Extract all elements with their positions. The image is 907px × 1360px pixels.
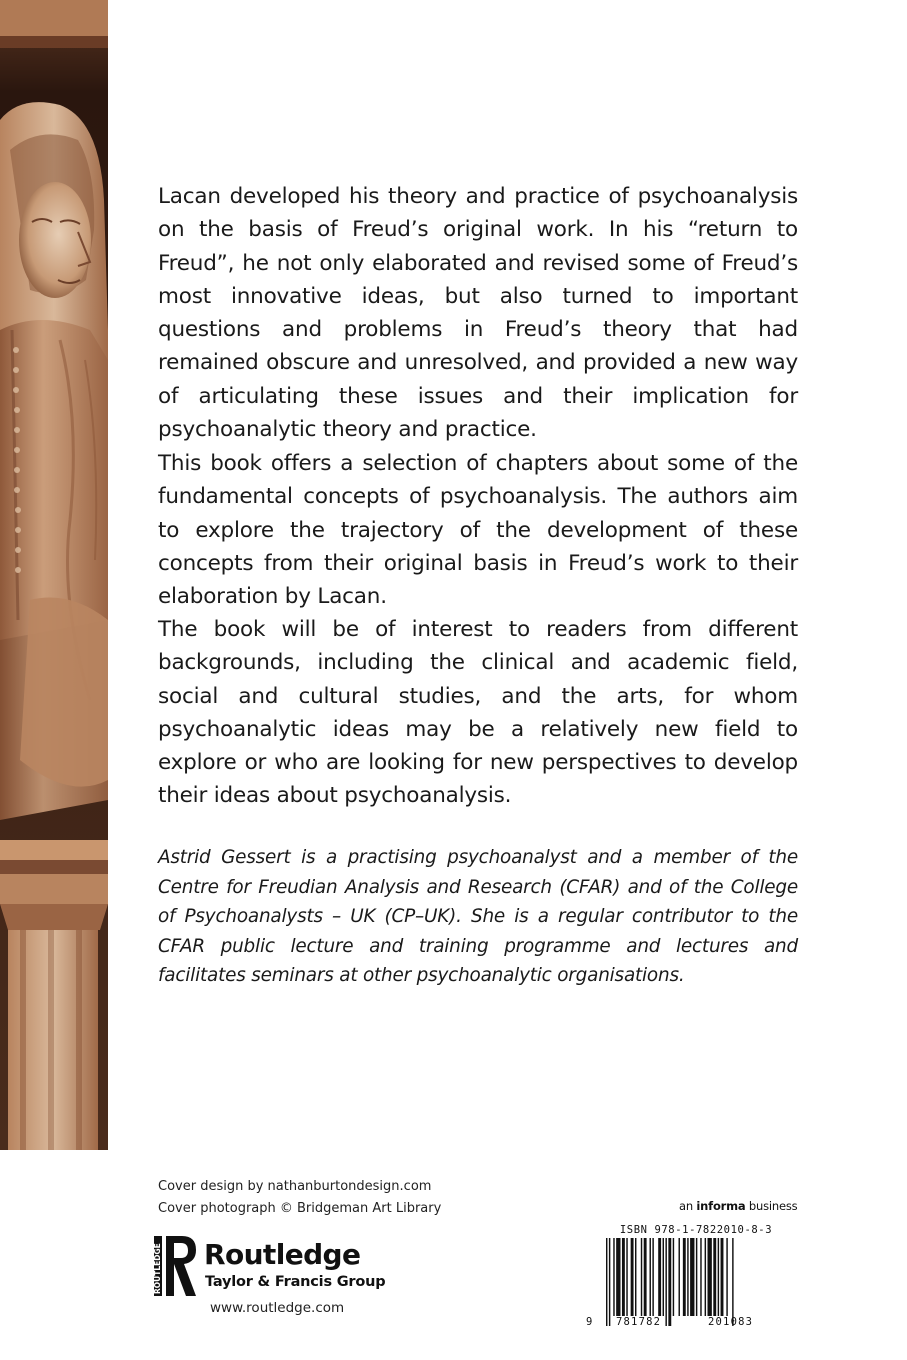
barcode-bar [718, 1238, 719, 1316]
barcode-bar [663, 1238, 664, 1316]
blurb-paragraph-1: Lacan developed his theory and practice of psychoanalysis on the basis of Freud’s original work. In his “return to Freud”, he not only elaborated and revised some of Freud’s most innovative ideas, but also turned to important questions and problems in Freud’s theory that had remained obscure and unresolved, and provided a new way of articulating these issues and their implication for psychoanalytic theory and practice. [158, 184, 798, 443]
barcode-digit-first: 9 [586, 1316, 594, 1328]
author-bio: Astrid Gessert is a practising psychoanalyst and a member of the Centre for Freudian Analysis and Research (CFAR) and of the College of Psychoanalysts – UK (CP–UK). She is a regular contributor to the CFAR public lecture and training programme and lectures and facilitates seminars at other psychoanalytic organisations. [158, 847, 798, 986]
barcode-bar [668, 1238, 671, 1326]
isbn-label: ISBN 978-1-7822010-8-3 [619, 1224, 773, 1236]
cover-design-credit: Cover design by nathanburtondesign.com [158, 1179, 432, 1194]
publisher-url[interactable]: www.routledge.com [210, 1300, 345, 1316]
barcode-bar [705, 1238, 706, 1316]
barcode-bar [606, 1238, 607, 1326]
cover-photo-credit: Cover photograph © Bridgeman Art Library [158, 1201, 442, 1216]
publisher-name: Routledge [204, 1238, 361, 1271]
barcode-bar [622, 1238, 625, 1316]
barcode-bar [658, 1238, 661, 1316]
cover-photo-statue [0, 0, 108, 1150]
blurb-paragraph-3: The book will be of interest to readers from different backgrounds, including the clinical and academic field, social and cultural studies, and the arts, for whom psychoanalytic ideas may be a relatively new field to explore or who are looking for new perspectives to develop their ideas about psychoanalysis. [158, 617, 798, 809]
barcode-bar [673, 1238, 674, 1316]
barcode-bar [721, 1238, 724, 1316]
barcode-bar [641, 1238, 642, 1316]
barcode-digits-right: 201083 [708, 1316, 754, 1328]
barcode-bar [650, 1238, 651, 1316]
barcode-bar [644, 1238, 647, 1316]
barcode-bar [631, 1238, 634, 1316]
barcode-bar [700, 1238, 701, 1316]
barcode-digits-left: 781782 [616, 1316, 662, 1328]
barcode-bar [635, 1238, 636, 1316]
barcode-bar [726, 1238, 727, 1316]
barcode-bar [613, 1238, 614, 1316]
barcode-bar [732, 1238, 733, 1326]
barcode-bar [626, 1238, 627, 1316]
informa-business-tag [679, 1199, 797, 1213]
barcode-bar [665, 1238, 666, 1326]
barcode-bar [679, 1238, 680, 1316]
cover-credits [158, 1176, 441, 1220]
routledge-logo-icon [152, 1234, 198, 1298]
barcode-bar [683, 1238, 686, 1316]
publisher-group: Taylor & Francis Group [205, 1274, 386, 1290]
barcode-bar [690, 1238, 694, 1316]
barcode-bar [652, 1238, 653, 1316]
blurb-paragraph-2: This book offers a selection of chapters about some of the fundamental concepts of psychoanalysis. The authors aim to explore the trajectory of the development of these concepts from their original basis in Freud’s work to their elaboration by Lacan. [158, 451, 798, 610]
informa-brand: informa [696, 1199, 746, 1213]
informa-prefix: an [679, 1199, 697, 1213]
barcode-bar [708, 1238, 712, 1316]
barcode-bar [713, 1238, 716, 1316]
routledge-logo-letters: ROUTLEDGE [153, 1243, 162, 1294]
barcode-bar [616, 1238, 620, 1316]
barcode-bar [609, 1238, 610, 1326]
barcode-bar [696, 1238, 697, 1316]
informa-suffix: business [745, 1199, 798, 1213]
isbn-barcode [586, 1224, 802, 1344]
barcode-bar [687, 1238, 688, 1316]
